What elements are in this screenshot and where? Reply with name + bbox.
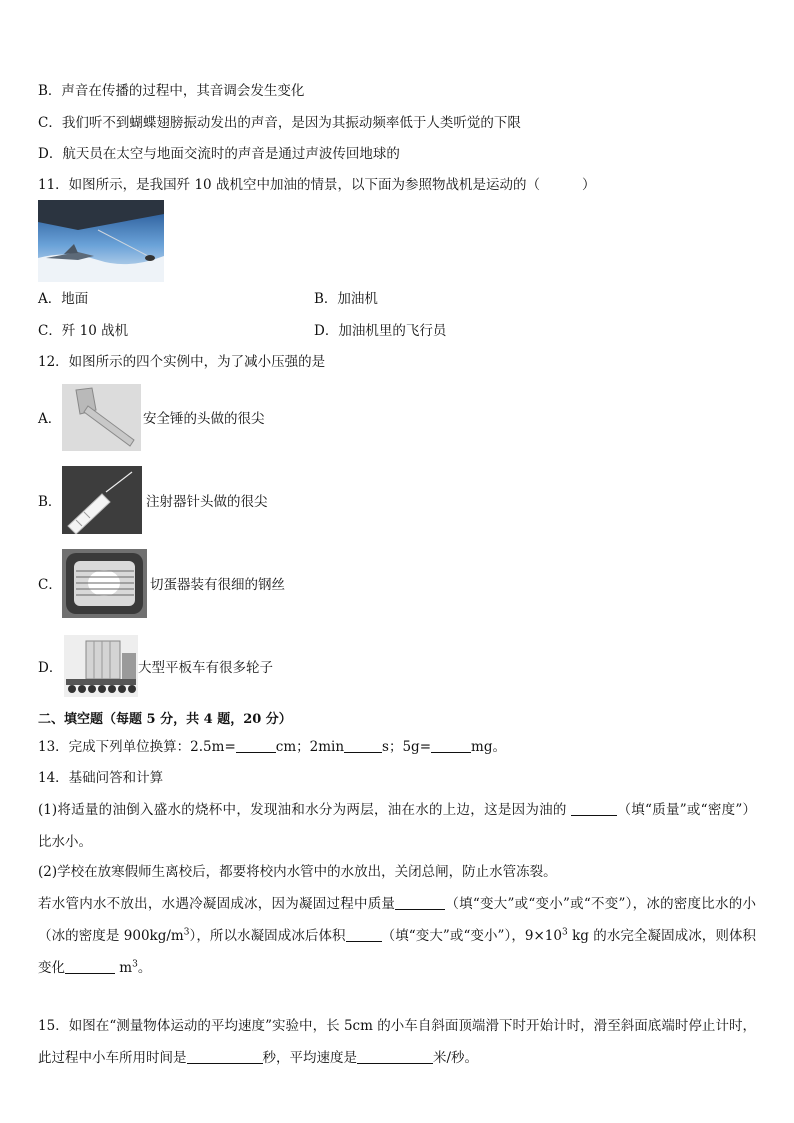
- q13: [38, 737, 506, 757]
- q13-unit3: mg。: [471, 739, 506, 755]
- q13-part1: 13．完成下列单位换算：2.5m=: [38, 739, 236, 755]
- q13-unit1: cm；2min: [275, 739, 345, 755]
- q11-paren-close: ）: [581, 177, 596, 193]
- q14-title: 14．基础问答和计算: [38, 770, 164, 786]
- q14-blank-1[interactable]: [571, 801, 617, 816]
- q14-blank-2[interactable]: [395, 895, 445, 910]
- q12-option-a-text: 安全锤的头做的很尖: [143, 411, 265, 427]
- q15-a: 15．如图在“测量物体运动的平均速度”实验中，长 5cm 的小车自斜面顶端滑下时开始计时，滑至斜面底端时停止计时，此过程中小车所用时间是: [38, 1018, 756, 1066]
- q14-part1-a: (1)将适量的油倒入盛水的烧杯中，发现油和水分为两层，油在水的上边，这是因为油的: [38, 802, 567, 818]
- q14-part3-g: 。: [137, 960, 152, 976]
- q11-option-c: C．歼 10 战机: [38, 323, 129, 339]
- q14-sup-3: 3: [132, 959, 138, 970]
- q14-part3-b: （填“变大”或“变小”或“不变”），冰的密度比水的小（冰的密度是 900kg/m: [38, 896, 756, 944]
- q14-part1: [38, 794, 756, 858]
- q14-part3: [38, 888, 756, 984]
- q10-option-b: B．声音在传播的过程中，其音调会发生变化: [38, 83, 305, 99]
- q10-option-d: D．航天员在太空与地面交流时的声音是通过声波传回地球的: [38, 146, 400, 162]
- q12-option-c-letter: C．: [38, 577, 62, 593]
- q12-option-c-text: 切蛋器装有很细的钢丝: [150, 577, 285, 593]
- q11-option-b: B．加油机: [314, 291, 378, 307]
- q15-c: 米/秒。: [433, 1050, 479, 1066]
- q11-option-d: D．加油机里的飞行员: [314, 323, 447, 339]
- safety-hammer-image: [62, 384, 141, 451]
- q14-part3-a: 若水管内水不放出，水遇冷凝固成冰，因为凝固过程中质量: [38, 896, 396, 912]
- egg-slicer-image: [62, 549, 147, 618]
- q11-stem: [38, 175, 595, 195]
- q12-option-b-text: 注射器针头做的很尖: [146, 494, 268, 510]
- q14-blank-4[interactable]: [65, 959, 115, 974]
- q14-part3-e: kg 的水完全凝固成冰，则体积变化: [38, 928, 757, 976]
- q14-part3-f: m: [115, 960, 133, 976]
- q14-part3-d: （填“变大”或“变小”），9×10: [381, 928, 562, 944]
- q14-part2: (2)学校在放寒假师生离校后，都要将校内水管中的水放出，关闭总闸，防止水管冻裂。: [38, 864, 557, 880]
- q13-blank-1[interactable]: [236, 738, 276, 753]
- q14-sup-1: 3: [183, 927, 190, 938]
- refueling-photo: [38, 200, 164, 282]
- q14-part1-b: （填“质量”或“密度”）比水小。: [38, 802, 757, 850]
- q13-blank-3[interactable]: [431, 738, 471, 753]
- syringe-image: [62, 466, 142, 534]
- q11-stem-text: 11．如图所示，是我国歼 10 战机空中加油的情景，以下面为参照物战机是运动的（: [38, 177, 540, 193]
- q10-option-c: C．我们听不到蝴蝶翅膀振动发出的声音，是因为其振动频率低于人类听觉的下限: [38, 115, 521, 131]
- q13-unit2: s；5g=: [382, 739, 432, 755]
- q14-blank-3[interactable]: [346, 927, 382, 942]
- q13-blank-2[interactable]: [344, 738, 382, 753]
- q12-option-b-letter: B．: [38, 494, 62, 510]
- q12-stem: 12．如图所示的四个实例中，为了减小压强的是: [38, 354, 326, 370]
- q12-option-a-letter: A．: [38, 411, 62, 427]
- flatbed-truck-image: [64, 635, 138, 697]
- q15: [38, 1010, 756, 1074]
- q15-b: 秒，平均速度是: [262, 1050, 357, 1066]
- q12-option-d-text: 大型平板车有很多轮子: [138, 660, 273, 676]
- section-title-fill-blank: 二、填空题（每题 5 分，共 4 题，20 分）: [38, 712, 292, 727]
- q15-blank-1[interactable]: [187, 1049, 263, 1064]
- q11-option-a: A．地面: [38, 291, 89, 307]
- q12-option-d-letter: D．: [38, 660, 63, 676]
- q15-blank-2[interactable]: [357, 1049, 433, 1064]
- q14-part3-c: ），所以水凝固成冰后体积: [189, 928, 346, 944]
- q14-sup-2: 3: [561, 927, 568, 938]
